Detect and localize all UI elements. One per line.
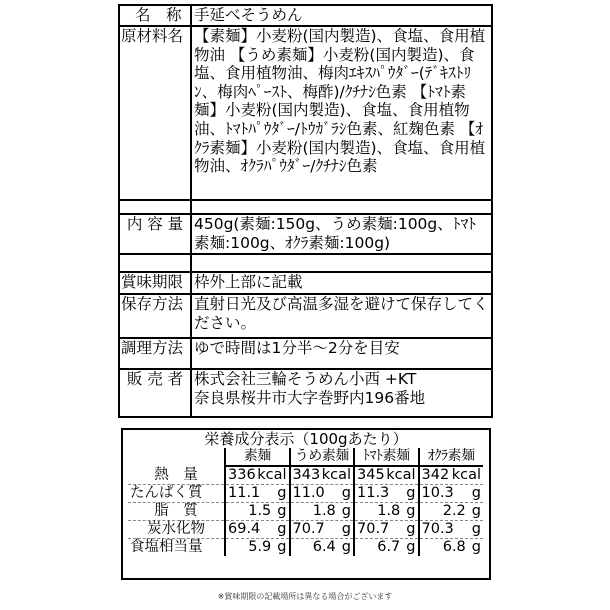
value: 11.3	[357, 485, 390, 501]
unit: g	[277, 521, 287, 537]
unit: g	[277, 485, 287, 501]
unit: g	[406, 539, 416, 555]
unit: g	[471, 503, 481, 519]
value-cell	[354, 503, 419, 521]
unit: g	[406, 503, 416, 519]
label-row-storage	[119, 294, 492, 338]
value: 70.7	[292, 521, 325, 537]
unit: g	[341, 485, 351, 501]
label-value: 450g(素麺:150g、うめ素麺:100g、ﾄﾏﾄ素麺:100g、ｵｸﾗ素麺:100g)	[191, 214, 492, 254]
label-row-ingredients	[119, 26, 492, 200]
value-cell	[354, 539, 419, 557]
label-row-seller	[119, 369, 492, 417]
value-cell	[290, 485, 355, 503]
nutrition-row-energy	[128, 466, 483, 485]
row-label: 脂 質	[128, 503, 225, 521]
label-key: 賞味期限	[119, 272, 191, 294]
value: 70.3	[421, 521, 454, 537]
value: 2.2	[442, 503, 466, 519]
label-value: ゆで時間は1分半～2分を目安	[191, 338, 492, 369]
label-key: 保存方法	[119, 294, 191, 338]
value: 6.7	[377, 539, 401, 555]
unit: g	[471, 539, 481, 555]
unit: g	[341, 521, 351, 537]
value-cell	[354, 466, 419, 485]
value-cell	[354, 521, 419, 539]
value-cell	[225, 521, 290, 539]
value: 5.9	[248, 539, 272, 555]
value-cell	[419, 485, 484, 503]
nutrition-facts-box	[121, 428, 491, 580]
row-label: たんぱく質	[128, 485, 225, 503]
value: 1.8	[312, 503, 336, 519]
value: 345	[357, 467, 385, 483]
unit: kcal	[257, 467, 287, 483]
value: 1.5	[248, 503, 272, 519]
value-cell	[290, 521, 355, 539]
value: 10.3	[421, 485, 454, 501]
label-row-spacer	[119, 200, 492, 214]
row-label: 食塩相当量	[128, 539, 225, 557]
value: 6.4	[312, 539, 336, 555]
column-header: ﾄﾏﾄ素麺	[354, 448, 419, 466]
value-cell	[290, 503, 355, 521]
label-value: 【素麺】小麦粉(国内製造)、食塩、食用植物油 【うめ素麺】小麦粉(国内製造)、食塩、食用植物油、梅肉ｴｷｽﾊﾟｳﾀﾞｰ(ﾃﾞｷｽﾄﾘﾝ、梅肉ﾍﾟｰｽﾄ、梅酢)/ｸﾁﾅｼ色素 【ﾄﾏﾄ素麺】小麦粉(国内製造)、食塩、食用植物油、ﾄﾏﾄﾊﾟｳﾀﾞｰ/ﾄｳｶﾞﾗｼ色素、紅麹色素 【ｵｸﾗ素麺】小麦粉(国内製造)、食塩、食用植物油、ｵｸﾗﾊﾟｳﾀﾞｰ/ｸﾁﾅｼ色素	[191, 26, 492, 200]
unit: kcal	[451, 467, 481, 483]
unit: g	[471, 521, 481, 537]
label-row-cooking	[119, 338, 492, 369]
row-label: 熱 量	[128, 466, 225, 485]
column-header: ｵｸﾗ素麺	[419, 448, 484, 466]
label-key: 調理方法	[119, 338, 191, 369]
nutrition-row-salt	[128, 539, 483, 557]
value-cell	[419, 539, 484, 557]
value-cell	[225, 539, 290, 557]
value-cell	[354, 485, 419, 503]
row-label: 炭水化物	[128, 521, 225, 539]
label-value	[191, 369, 492, 417]
nutrition-title: 栄養成分表示（100gあたり）	[204, 430, 408, 448]
label-key-text: 名 称	[135, 6, 182, 24]
value-cell	[290, 539, 355, 557]
nutrition-corner	[128, 448, 225, 466]
label-row-best-before	[119, 272, 492, 294]
column-header: うめ素麺	[290, 448, 355, 466]
label-key	[119, 5, 191, 26]
label-value: 直射日光及び高温多湿を避けて保存してください。	[191, 294, 492, 338]
value-cell	[290, 466, 355, 485]
column-header: 素麺	[225, 448, 290, 466]
label-key-empty	[119, 254, 191, 272]
value: 11.0	[292, 485, 325, 501]
unit: g	[277, 539, 287, 555]
label-key-empty	[119, 200, 191, 214]
label-value: 枠外上部に記載	[191, 272, 492, 294]
value-cell	[225, 485, 290, 503]
value: 70.7	[357, 521, 390, 537]
nutrition-header-row	[128, 448, 483, 466]
nutrition-table	[128, 448, 483, 556]
label-row-name	[119, 5, 492, 26]
label-key: 販 売 者	[119, 369, 191, 417]
value: 1.8	[377, 503, 401, 519]
value: 343	[292, 467, 321, 483]
nutrition-row-fat	[128, 503, 483, 521]
unit: g	[406, 521, 416, 537]
footnote: ※賞味期限の記載場所は異なる場合がございます	[217, 592, 393, 601]
value: 11.1	[228, 485, 261, 501]
product-label-table	[118, 4, 493, 418]
value: 6.8	[442, 539, 466, 555]
unit: kcal	[386, 467, 416, 483]
value-cell	[419, 466, 484, 485]
nutrition-row-carbs	[128, 521, 483, 539]
value-cell	[419, 503, 484, 521]
label-value-empty	[191, 254, 492, 272]
nutrition-row-protein	[128, 485, 483, 503]
unit: g	[341, 539, 351, 555]
label-value-empty	[191, 200, 492, 214]
label-key: 内 容 量	[119, 214, 191, 254]
value: 69.4	[228, 521, 261, 537]
seller-address: 奈良県桜井市大字巻野内196番地	[194, 388, 426, 407]
unit: g	[471, 485, 481, 501]
label-key: 原材料名	[119, 26, 191, 200]
label-value: 手延べそうめん	[191, 5, 492, 26]
value-cell	[225, 466, 290, 485]
unit: g	[406, 485, 416, 501]
label-row-contents	[119, 214, 492, 254]
value-cell	[419, 521, 484, 539]
value: 336	[228, 467, 256, 483]
unit: g	[341, 503, 351, 519]
value-cell	[225, 503, 290, 521]
seller-name: 株式会社三輪そうめん小西 +KT	[194, 370, 417, 388]
label-row-spacer	[119, 254, 492, 272]
unit: g	[277, 503, 287, 519]
unit: kcal	[321, 467, 351, 483]
value: 342	[421, 467, 450, 483]
